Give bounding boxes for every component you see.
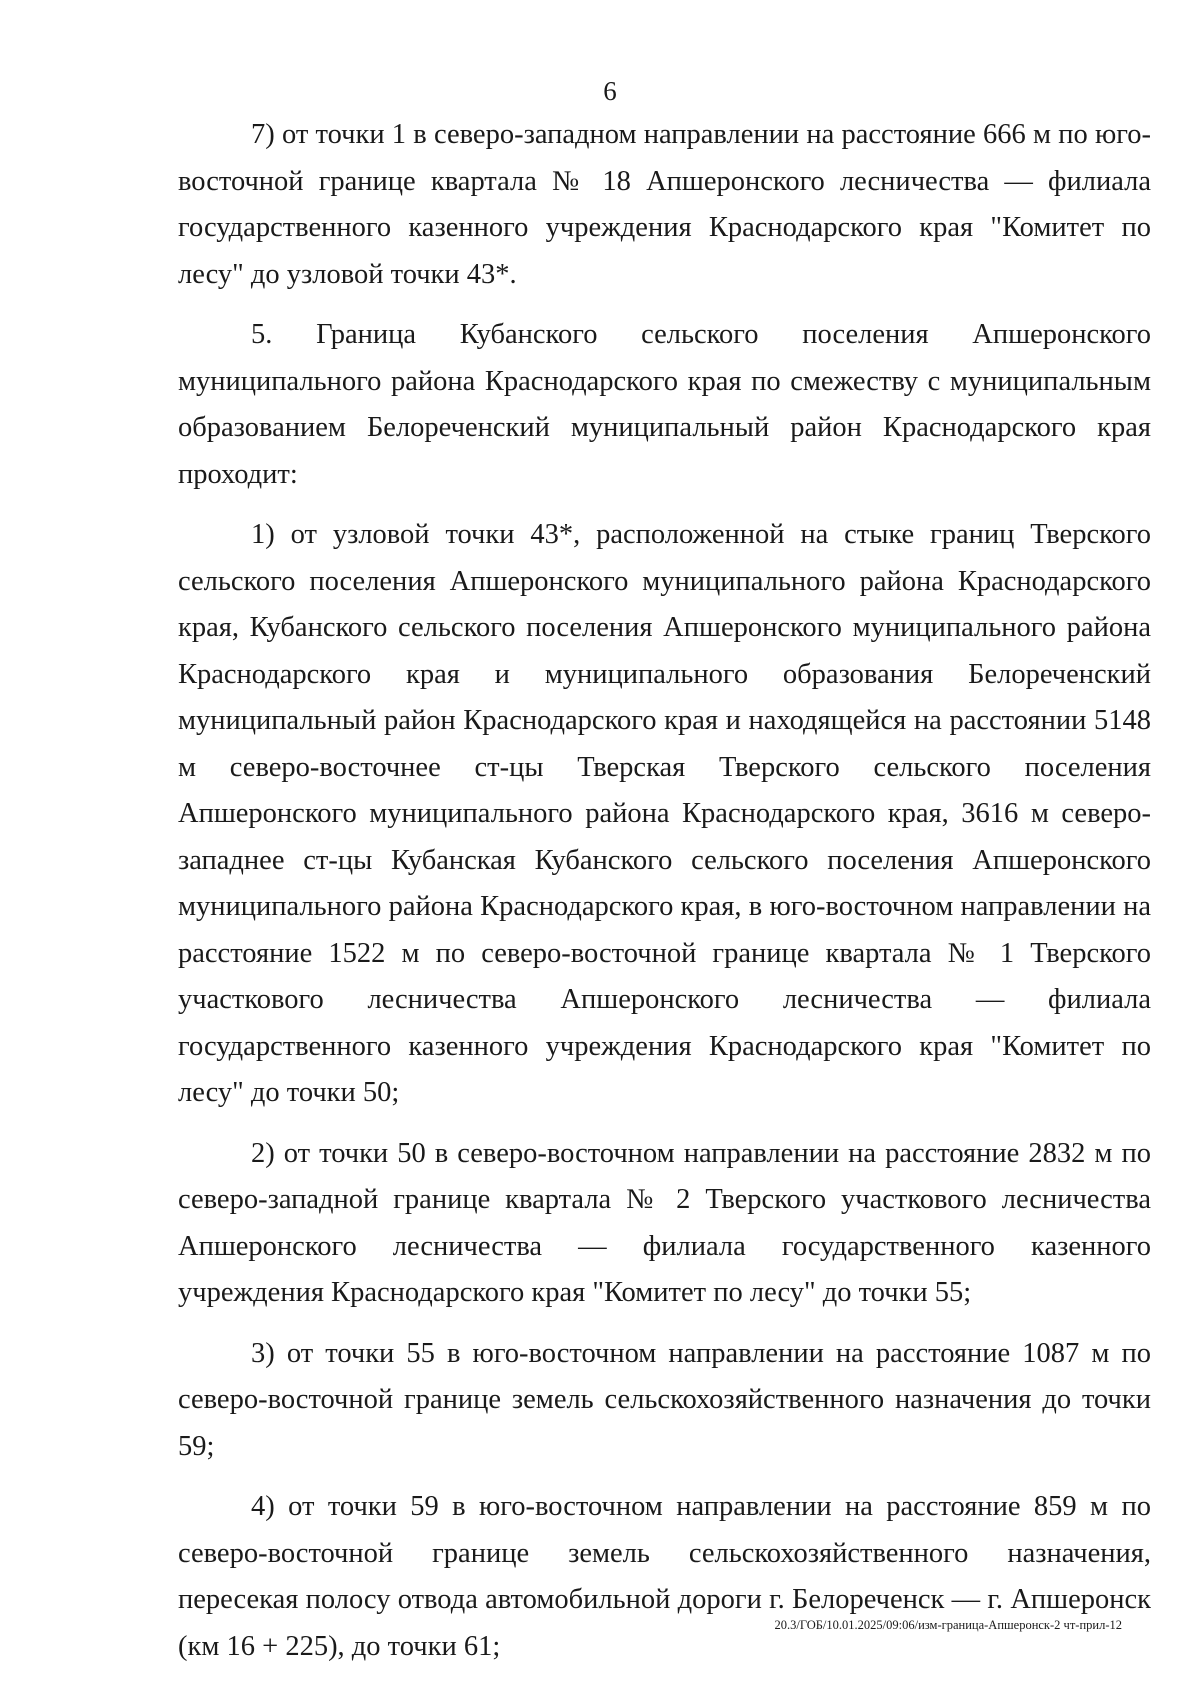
paragraph-item-3: 3) от точки 55 в юго-восточном направлении на расстояние 1087 м по северо-восточной границе земель сельскохозяйственного назначения до точки 59; — [178, 1337, 1151, 1462]
page-number: 6 — [603, 76, 617, 106]
paragraph-item-7: 7) от точки 1 в северо-западном направлении на расстояние 666 м по юго-восточной границе квартала № 18 Апшеронского лесничества — филиала государственного казенного учреждения Краснодарского края "Комитет по лесу" до узловой точки 43*. — [178, 119, 1151, 290]
paragraph-item-1: 1) от узловой точки 43*, расположенной на стыке границ Тверского сельского поселения Апшеронского муниципального района Краснодарского края, Кубанского сельского поселения Апшеронского муниципального района Краснодарского края и муниципального образования Белореченский муниципальный район Краснодарского края и находящейся на расстоянии 5148 м северо-восточнее ст-цы Тверская Тверского сельского поселения Апшеронского муниципального района Краснодарского края, 3616 м северо-западнее ст-цы Кубанская Кубанского сельского поселения Апшеронского муниципального района Краснодарского края, в юго-восточном направлении на расстояние 1522 м по северо-восточной границе квартала № 1 Тверского участкового лесничества Апшеронского лесничества — филиала государственного казенного учреждения Краснодарского края "Комитет по лесу" до точки 50; — [178, 519, 1151, 1108]
paragraph-item-2: 2) от точки 50 в северо-восточном направлении на расстояние 2832 м по северо-западной границе квартала № 2 Тверского участкового лесничества Апшеронского лесничества — филиала государственного казенного учреждения Краснодарского края "Комитет по лесу" до точки 55; — [178, 1137, 1151, 1308]
document-footer-code: 20.3/ГОБ/10.01.2025/09:06/изм-граница-Апшеронск-2 чт-прил-12 — [774, 1618, 1122, 1632]
paragraph-item-4: 4) от точки 59 в юго-восточном направлении на расстояние 859 м по северо-восточной границе земель сельскохозяйственного назначения, пересекая полосу отвода автомобильной дороги г. Белореченск — г. Апшеронск (км 16 + 225), до точки 61; — [178, 1491, 1151, 1662]
paragraph-section-5: 5. Граница Кубанского сельского поселения Апшеронского муниципального района Краснодарского края по смежеству с муниципальным образованием Белореченский муниципальный район Краснодарского края проходит: — [178, 319, 1151, 490]
document-body — [178, 112, 1151, 1684]
